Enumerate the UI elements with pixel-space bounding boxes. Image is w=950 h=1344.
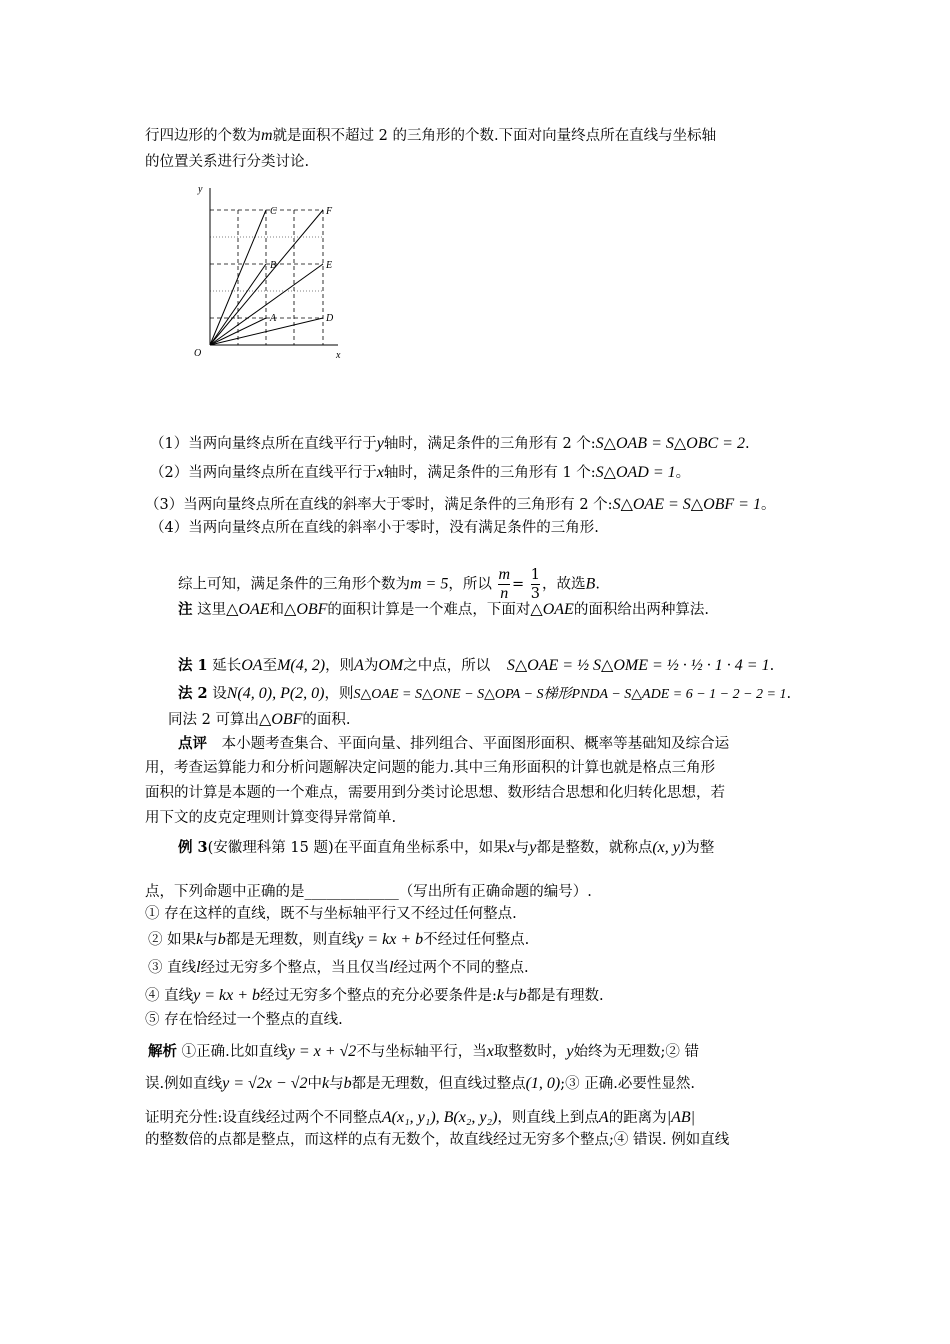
- point-b-label: B: [270, 260, 277, 271]
- point-c-label: C: [270, 206, 277, 217]
- triangle-obf: △OBF: [258, 711, 303, 728]
- proposition-text: 与: [203, 932, 218, 948]
- line-equation: y = kx + b: [356, 931, 424, 948]
- intro-line-2: [145, 152, 309, 172]
- equals-sign: =: [512, 576, 525, 593]
- math-y: y: [529, 839, 537, 856]
- case-2: [150, 463, 690, 483]
- example-text: 为整: [685, 840, 715, 856]
- math-x: x: [486, 1043, 494, 1060]
- comment-text: 用，考查运算能力和分析问题解决定问题的能力.其中三角形面积的计算也就是格点三角形: [145, 760, 716, 776]
- points-a-b: A(x₁, y₁), B(x₂, y₂): [381, 1109, 498, 1126]
- case-2-formula: S△OAD = 1: [595, 464, 676, 481]
- point-d-label: D: [326, 313, 334, 324]
- case-3: [145, 495, 775, 515]
- proposition-text: ② 如果: [148, 932, 197, 948]
- method-note-text: 的面积.: [302, 712, 351, 728]
- line-equation: y = √2x − √2: [222, 1075, 308, 1092]
- method-text: 延长: [212, 658, 242, 674]
- note-label: 注: [178, 601, 193, 618]
- method-2-label: 法 2: [178, 685, 208, 702]
- proposition-text: ① 存在这样的直线，既不与坐标轴平行又不经过任何整点.: [145, 906, 517, 922]
- analysis-text: ①正确.比如直线: [181, 1044, 288, 1060]
- analysis-label: 解析: [148, 1043, 177, 1060]
- analysis-line-2: [145, 1074, 695, 1094]
- intro-text: 行四边形的个数为: [145, 128, 261, 144]
- punct: .: [744, 436, 750, 452]
- method-note-text: 同法 2 可算出: [168, 712, 259, 728]
- proposition-2: [148, 930, 529, 950]
- example-text: (安徽理科第 15 题)在平面直角坐标系中，如果: [207, 840, 508, 856]
- math-k: k: [321, 1075, 330, 1092]
- intro-line-1: [145, 126, 716, 146]
- analysis-line-3: [145, 1108, 695, 1128]
- analysis-text: 的距离为: [608, 1110, 667, 1126]
- fraction-m-over-n: [498, 566, 510, 603]
- distance-ab: |AB|: [666, 1109, 696, 1126]
- line-equation: y = kx + b: [193, 987, 261, 1004]
- frac-num: m: [498, 566, 511, 583]
- example-3-line: [178, 838, 714, 858]
- example-text: 都是整数，就称点: [536, 840, 653, 856]
- analysis-text: 证明充分性:设直线经过两个不同整点: [145, 1110, 382, 1126]
- answer-choice: B: [585, 575, 596, 593]
- math-b: b: [217, 931, 226, 948]
- comment-line-1: [178, 734, 729, 754]
- note-line: [178, 600, 709, 620]
- analysis-text: ，则直线上到点: [497, 1110, 599, 1126]
- comment-text: 本小题考查集合、平面向量、排列组合、平面图形面积、概率等基础知及综合运: [221, 736, 730, 752]
- comment-line-3: [145, 783, 725, 803]
- lattice-figure: [186, 180, 356, 360]
- proposition-text: 不经过任何整点.: [423, 932, 530, 948]
- analysis-text: 中: [307, 1076, 322, 1092]
- analysis-text: ;③ 正确.必要性显然.: [560, 1076, 695, 1092]
- y-axis-label: y: [198, 184, 203, 195]
- summary-text: ，所以: [448, 576, 492, 593]
- method-text: 之中点，所以: [403, 658, 491, 674]
- math-x: x: [507, 839, 515, 856]
- method-text: ，则: [324, 686, 354, 702]
- comment-line-2: [145, 758, 715, 778]
- method-text: 设: [212, 686, 227, 702]
- point-e-label: E: [326, 260, 333, 271]
- math-m: m: [261, 127, 273, 144]
- math-k: k: [496, 987, 505, 1004]
- x-axis-label: x: [336, 350, 341, 360]
- proposition-text: 经过无穷多个整点的充分必要条件是:: [260, 988, 497, 1004]
- analysis-line-1: [148, 1042, 699, 1062]
- triangle-obf: △OBF: [284, 601, 328, 618]
- analysis-line-4: [145, 1130, 729, 1150]
- triangle-oae: △OAE: [226, 601, 270, 618]
- analysis-text: 与: [329, 1076, 344, 1092]
- method-text: ，则: [325, 658, 355, 674]
- analysis-text: 都是无理数，但直线过整点: [351, 1076, 526, 1092]
- point-1-0: (1, 0): [525, 1075, 561, 1092]
- case-1-formula: S△OAB = S△OBC = 2: [595, 435, 745, 452]
- frac-den: 3: [530, 586, 541, 602]
- math-y: y: [376, 435, 384, 452]
- punct: .: [769, 658, 775, 674]
- proposition-3: [148, 958, 529, 978]
- origin-label: O: [194, 348, 202, 359]
- point-xy: (x, y): [652, 839, 686, 856]
- frac-den: n: [500, 585, 509, 602]
- case-text: （3）当两向量终点所在直线的斜率大于零时，满足条件的三角形有 2 个:: [145, 497, 613, 513]
- math-k: k: [196, 931, 204, 948]
- note-text: 和: [269, 602, 285, 618]
- intro-text: 的位置关系进行分类讨论.: [145, 154, 310, 170]
- point-a: A: [354, 657, 364, 674]
- method-1-label: 法 1: [178, 657, 208, 674]
- punct: 。: [675, 465, 691, 481]
- method-note-line: [168, 710, 350, 730]
- example-3-line-2: [145, 882, 592, 902]
- punct: .: [595, 576, 600, 593]
- analysis-text: 的整数倍的点都是整点，而这样的点有无数个，故直线经过无穷多个整点;④ 错误. 例如直线: [145, 1132, 730, 1148]
- note-text: 的面积给出两种算法.: [573, 602, 709, 618]
- fraction-1-over-3: [531, 566, 540, 603]
- summary-text: ，故选: [542, 576, 586, 593]
- point-a-label: A: [270, 313, 277, 324]
- analysis-text: 取整数时，: [493, 1044, 567, 1060]
- triangle-oae: △OAE: [530, 601, 574, 618]
- comment-label: 点评: [178, 735, 207, 752]
- method-2-line: [178, 684, 791, 705]
- punct: .: [786, 686, 792, 702]
- proposition-text: ④ 直线: [145, 988, 194, 1004]
- method-1-formula: S△OAE = ½ S△OME = ½ · ½ · 1 · 4 = 1: [506, 657, 770, 674]
- case-text: （1）当两向量终点所在直线平行于: [150, 436, 377, 452]
- math-y: y: [566, 1043, 574, 1060]
- summary-line: [178, 566, 600, 603]
- method-text: 为: [363, 658, 379, 674]
- case-3-formula: S△OAE = S△OBF = 1: [612, 496, 761, 513]
- m-equals-5: m = 5: [410, 575, 449, 593]
- case-text: 轴时，满足条件的三角形有 1 个:: [383, 465, 596, 481]
- case-text: （2）当两向量终点所在直线平行于: [150, 465, 377, 481]
- proposition-text: 经过无穷多个整点，当且仅当: [200, 960, 390, 976]
- segment-om: OM: [378, 657, 404, 674]
- vectors: [210, 210, 323, 345]
- intro-text: 就是面积不超过 2 的三角形的个数.下面对向量终点所在直线与坐标轴: [272, 128, 717, 144]
- summary-text: 综上可知，满足条件的三角形个数为: [178, 576, 410, 593]
- analysis-text: 不与坐标轴平行，当: [356, 1044, 487, 1060]
- proposition-5: [145, 1010, 343, 1030]
- proposition-text: 都是有理数.: [526, 988, 604, 1004]
- case-text: 轴时，满足条件的三角形有 2 个:: [383, 436, 596, 452]
- case-1: [150, 434, 750, 454]
- segment-oa: OA: [241, 657, 263, 674]
- math-b: b: [343, 1075, 352, 1092]
- example-text: 点，下列命题中正确的是_____________（写出所有正确命题的编号）.: [145, 884, 592, 900]
- analysis-text: 始终为无理数;② 错: [573, 1044, 700, 1060]
- method-text: 至: [262, 658, 278, 674]
- proposition-text: 经过两个不同的整点.: [393, 960, 529, 976]
- math-l: l: [196, 959, 201, 976]
- point-f-label: F: [326, 206, 333, 217]
- proposition-1: [145, 904, 517, 924]
- proposition-text: ⑤ 存在恰经过一个整点的直线.: [145, 1012, 343, 1028]
- frac-num: 1: [530, 567, 541, 583]
- case-4: [150, 518, 599, 538]
- note-text: 这里: [197, 602, 227, 618]
- analysis-text: 误.例如直线: [145, 1076, 223, 1092]
- math-x: x: [376, 464, 384, 481]
- punct: 。: [760, 497, 776, 513]
- point-m: M(4, 2): [277, 657, 326, 674]
- case-text: （4）当两向量终点所在直线的斜率小于零时，没有满足条件的三角形.: [150, 520, 599, 536]
- comment-text: 用下文的皮克定理则计算变得异常简单.: [145, 810, 397, 826]
- line-equation: y = x + √2: [287, 1043, 357, 1060]
- points-n-p: N(4, 0), P(2, 0): [226, 685, 325, 702]
- math-b: b: [518, 987, 527, 1004]
- note-text: 的面积计算是一个难点，下面对: [327, 602, 531, 618]
- comment-text: 面积的计算是本题的一个难点，需要用到分类讨论思想、数形结合思想和化归转化思想，若: [145, 785, 725, 801]
- proposition-text: 与: [504, 988, 519, 1004]
- proposition-4: [145, 986, 604, 1006]
- comment-line-4: [145, 808, 396, 828]
- math-l: l: [389, 959, 394, 976]
- example-3-label: 例 3: [178, 839, 208, 856]
- proposition-text: ③ 直线: [148, 960, 197, 976]
- point-a: A: [598, 1109, 609, 1126]
- method-1-line: [178, 656, 774, 676]
- example-text: 与: [514, 840, 530, 856]
- method-2-formula: S△OAE = S△ONE − S△OPA − S梯形PNDA − S△ADE = 6 − 1 − 2 − 2 = 1: [353, 687, 787, 702]
- proposition-text: 都是无理数，则直线: [225, 932, 357, 948]
